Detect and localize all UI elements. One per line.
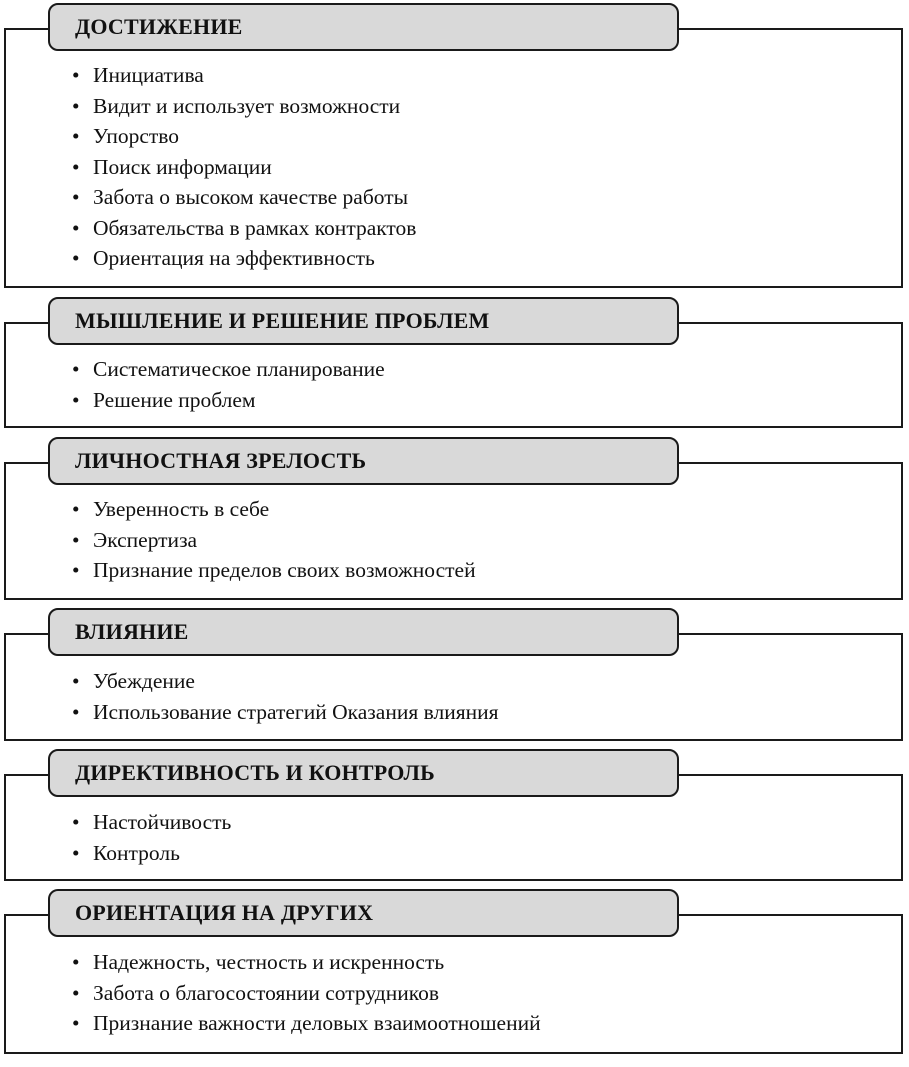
list-item (72, 494, 476, 525)
bullet-icon: • (72, 980, 80, 1005)
list-item (72, 1008, 541, 1039)
bullet-icon: • (72, 840, 80, 865)
group-items (72, 947, 541, 1039)
bullet-icon: • (72, 215, 80, 240)
group-title: ОРИЕНТАЦИЯ НА ДРУГИХ (48, 889, 679, 937)
list-item (72, 182, 416, 213)
list-item-label: Убеждение (93, 669, 195, 693)
bullet-icon: • (72, 154, 80, 179)
group-items (72, 60, 416, 274)
group-title: ВЛИЯНИЕ (48, 608, 679, 656)
list-item (72, 91, 416, 122)
list-item-label: Инициатива (93, 63, 204, 87)
list-item-label: Надежность, честность и искренность (93, 950, 445, 974)
list-item-label: Уверенность в себе (93, 497, 270, 521)
list-item (72, 947, 541, 978)
list-item-label: Забота о благосостоянии сотрудников (93, 980, 440, 1005)
group-title: ДИРЕКТИВНОСТЬ И КОНТРОЛЬ (48, 749, 679, 797)
bullet-icon: • (72, 185, 80, 209)
list-item (72, 555, 476, 586)
list-item (72, 697, 499, 728)
group-items (72, 807, 231, 868)
bullet-icon: • (72, 699, 80, 724)
group-items (72, 666, 499, 727)
list-item-label: Использование стратегий Оказания влияния (93, 699, 499, 724)
list-item-label: Видит и использует возможности (93, 93, 401, 118)
list-item (72, 807, 231, 838)
list-item (72, 354, 385, 385)
bullet-icon: • (72, 1011, 80, 1035)
list-item (72, 60, 416, 91)
list-item-label: Экспертиза (93, 527, 198, 552)
list-item (72, 525, 476, 556)
list-item-label: Решение проблем (93, 387, 256, 412)
bullet-icon: • (72, 93, 80, 118)
list-item (72, 666, 499, 697)
bullet-icon: • (72, 527, 80, 552)
list-item (72, 152, 416, 183)
bullet-icon: • (72, 669, 80, 693)
list-item-label: Систематическое планирование (93, 357, 385, 381)
bullet-icon: • (72, 246, 80, 270)
list-item (72, 978, 541, 1009)
list-item (72, 838, 231, 869)
list-item-label: Признание важности деловых взаимоотношений (93, 1011, 541, 1035)
bullet-icon: • (72, 558, 80, 582)
list-item (72, 213, 416, 244)
bullet-icon: • (72, 387, 80, 412)
bullet-icon: • (72, 810, 80, 834)
list-item-label: Поиск информации (93, 154, 272, 179)
group-title: МЫШЛЕНИЕ И РЕШЕНИЕ ПРОБЛЕМ (48, 297, 679, 345)
list-item-label: Обязательства в рамках контрактов (93, 215, 417, 240)
list-item-label: Забота о высоком качестве работы (93, 185, 409, 209)
bullet-icon: • (72, 357, 80, 381)
list-item-label: Признание пределов своих возможностей (93, 558, 476, 582)
bullet-icon: • (72, 124, 80, 148)
group-title: ДОСТИЖЕНИЕ (48, 3, 679, 51)
bullet-icon: • (72, 497, 80, 521)
group-title: ЛИЧНОСТНАЯ ЗРЕЛОСТЬ (48, 437, 679, 485)
group-items (72, 494, 476, 586)
list-item (72, 385, 385, 416)
list-item (72, 243, 416, 274)
group-items (72, 354, 385, 415)
list-item-label: Контроль (93, 840, 180, 865)
bullet-icon: • (72, 950, 80, 974)
list-item-label: Настойчивость (93, 810, 232, 834)
list-item-label: Ориентация на эффективность (93, 246, 375, 270)
list-item (72, 121, 416, 152)
bullet-icon: • (72, 63, 80, 87)
list-item-label: Упорство (93, 124, 180, 148)
